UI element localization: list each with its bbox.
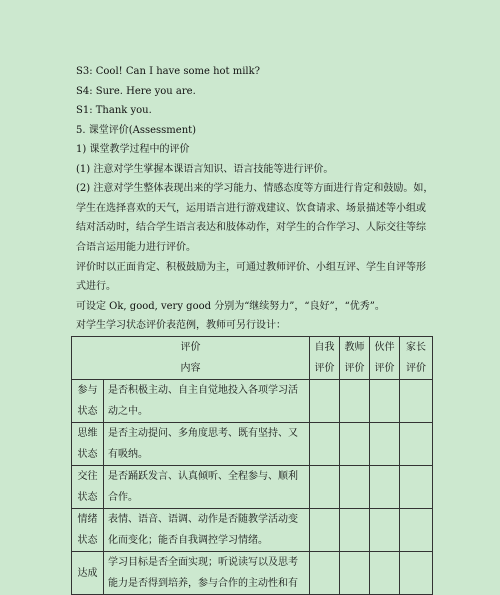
score-cell — [400, 466, 433, 509]
score-cell — [400, 509, 433, 552]
score-cell — [310, 423, 340, 466]
score-cell — [370, 509, 400, 552]
text-line: 学生在选择喜欢的天气，运用语言进行游戏建议、饮食请求、场景描述等小组或 — [76, 203, 426, 214]
text-line: (2) 注意对学生整体表现出来的学习能力、情感态度等方面进行肯定和鼓励。如， — [76, 183, 434, 194]
score-cell — [400, 423, 433, 466]
score-cell — [310, 380, 340, 423]
text-line: 式进行。 — [76, 281, 116, 292]
row-label: 情绪 状态 — [72, 509, 104, 552]
text-line: 可设定 Ok, good, very good 分别为“继续努力”，“良好”，“优秀”。 — [76, 301, 385, 312]
table-row — [72, 552, 433, 595]
row-description: 表情、语音、语调、动作是否随教学活动变 化而变化；能否自我调控学习情绪。 — [104, 509, 310, 552]
col-header-parent: 家长 评价 — [400, 337, 433, 380]
text-line: 对学生学习状态评价表范例，教师可另行设计： — [76, 320, 286, 331]
score-cell — [340, 423, 370, 466]
text-line: 评价时以正面肯定、积极鼓励为主，可通过教师评价、小组互评、学生自评等形 — [76, 262, 426, 273]
score-cell — [340, 552, 370, 595]
text-line: S4: Sure. Here you are. — [76, 86, 196, 97]
score-cell — [370, 466, 400, 509]
table-header-row — [72, 337, 433, 380]
row-label: 交往 状态 — [72, 466, 104, 509]
row-label: 思维 状态 — [72, 423, 104, 466]
table-row — [72, 509, 433, 552]
row-description: 学习目标是否全面实现；听说读写以及思考 能力是否得到培养，参与合作的主动性和有 — [104, 552, 310, 595]
score-cell — [370, 423, 400, 466]
text-line: S3: Cool! Can I have some hot milk? — [76, 66, 261, 77]
score-cell — [340, 380, 370, 423]
header-cell — [72, 337, 310, 380]
text-line: 结对活动时，结合学生语言表达和肢体动作，对学生的合作学习、人际交往等综 — [76, 222, 426, 233]
table-row — [72, 380, 433, 423]
text-line: 合语言运用能力进行评价。 — [76, 242, 196, 253]
subsection-heading: 1) 课堂教学过程中的评价 — [76, 144, 190, 155]
section-heading: 5. 课堂评价(Assessment) — [76, 125, 197, 136]
score-cell — [310, 509, 340, 552]
table-row — [72, 423, 433, 466]
col-header-teacher: 教师 评价 — [340, 337, 370, 380]
score-cell — [340, 509, 370, 552]
row-description: 是否主动提问、多角度思考、既有坚持、又 有吸纳。 — [104, 423, 310, 466]
row-description: 是否踊跃发言、认真倾听、全程参与、顺利 合作。 — [104, 466, 310, 509]
evaluation-table — [71, 336, 433, 595]
score-cell — [400, 380, 433, 423]
score-cell — [370, 552, 400, 595]
score-cell — [340, 466, 370, 509]
row-label: 达成 — [72, 552, 104, 595]
row-description: 是否积极主动、自主自觉地投入各项学习活 动之中。 — [104, 380, 310, 423]
col-header-partner: 伙伴 评价 — [370, 337, 400, 380]
col-header-self: 自我 评价 — [310, 337, 340, 380]
header-bottom-label: 内容 — [180, 363, 201, 374]
text-line: S1: Thank you. — [76, 105, 152, 116]
row-label: 参与 状态 — [72, 380, 104, 423]
score-cell — [310, 466, 340, 509]
score-cell — [310, 552, 340, 595]
score-cell — [370, 380, 400, 423]
text-line: (1) 注意对学生掌握本课语言知识、语言技能等进行评价。 — [76, 164, 334, 175]
table-row — [72, 466, 433, 509]
score-cell — [400, 552, 433, 595]
header-top-label: 评价 — [180, 342, 201, 353]
